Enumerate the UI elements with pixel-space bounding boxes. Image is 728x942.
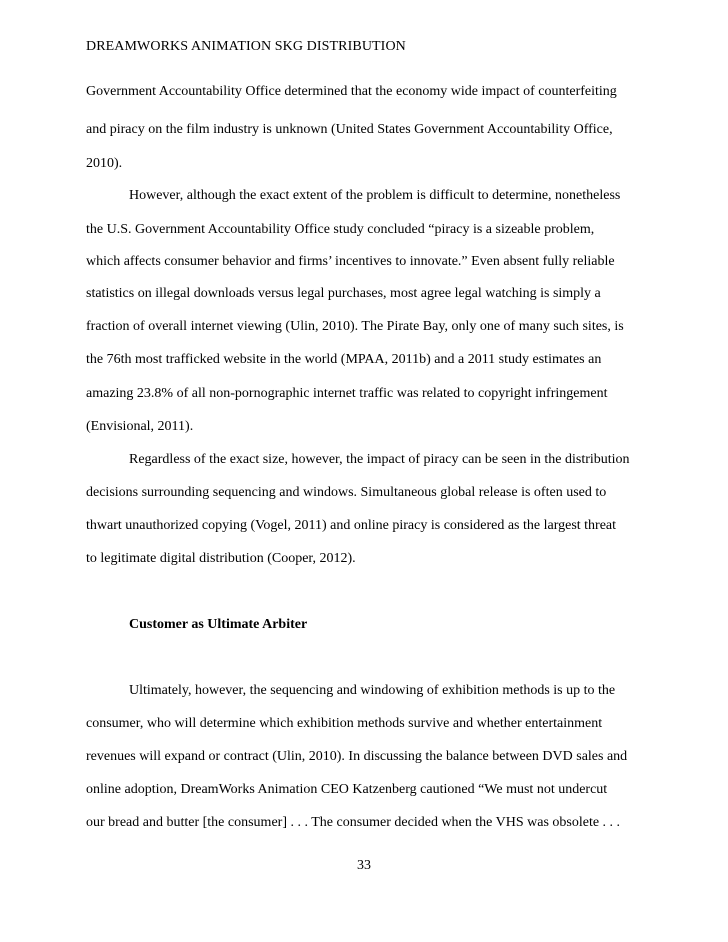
body-line: amazing 23.8% of all non-pornographic internet traffic was related to copyright infringement [86, 386, 608, 401]
body-line: Regardless of the exact size, however, the impact of piracy can be seen in the distribution [129, 452, 630, 467]
running-head: DREAMWORKS ANIMATION SKG DISTRIBUTION [86, 39, 406, 54]
body-line: to legitimate digital distribution (Cooper, 2012). [86, 551, 356, 566]
section-heading: Customer as Ultimate Arbiter [129, 617, 308, 632]
body-line: revenues will expand or contract (Ulin, 2010). In discussing the balance between DVD sales and [86, 749, 628, 764]
body-line: consumer, who will determine which exhibition methods survive and whether entertainment [86, 716, 603, 731]
page-number: 33 [357, 858, 371, 873]
body-line: (Envisional, 2011). [86, 419, 194, 434]
body-line: However, although the exact extent of the problem is difficult to determine, nonetheless [129, 188, 621, 203]
body-line: decisions surrounding sequencing and windows. Simultaneous global release is often used to [86, 485, 607, 500]
body-line: online adoption, DreamWorks Animation CEO Katzenberg cautioned “We must not undercut [86, 782, 608, 797]
body-line: the 76th most trafficked website in the world (MPAA, 2011b) and a 2011 study estimates an [86, 352, 602, 367]
body-line: thwart unauthorized copying (Vogel, 2011) and online piracy is considered as the largest threat [86, 518, 617, 533]
body-line: Government Accountability Office determined that the economy wide impact of counterfeiting [86, 84, 617, 99]
body-line: which affects consumer behavior and firms’ incentives to innovate.” Even absent fully reliable [86, 254, 615, 269]
body-line: the U.S. Government Accountability Office study concluded “piracy is a sizeable problem, [86, 222, 595, 237]
body-line: and piracy on the film industry is unknown (United States Government Accountability Office, [86, 122, 613, 137]
body-line: statistics on illegal downloads versus legal purchases, most agree legal watching is simply a [86, 286, 601, 301]
body-line: Ultimately, however, the sequencing and windowing of exhibition methods is up to the [129, 683, 616, 698]
body-line: our bread and butter [the consumer] . . . The consumer decided when the VHS was obsolete . . . [86, 815, 621, 830]
body-line: 2010). [86, 156, 123, 171]
body-line: fraction of overall internet viewing (Ulin, 2010). The Pirate Bay, only one of many such sites, is [86, 319, 624, 334]
